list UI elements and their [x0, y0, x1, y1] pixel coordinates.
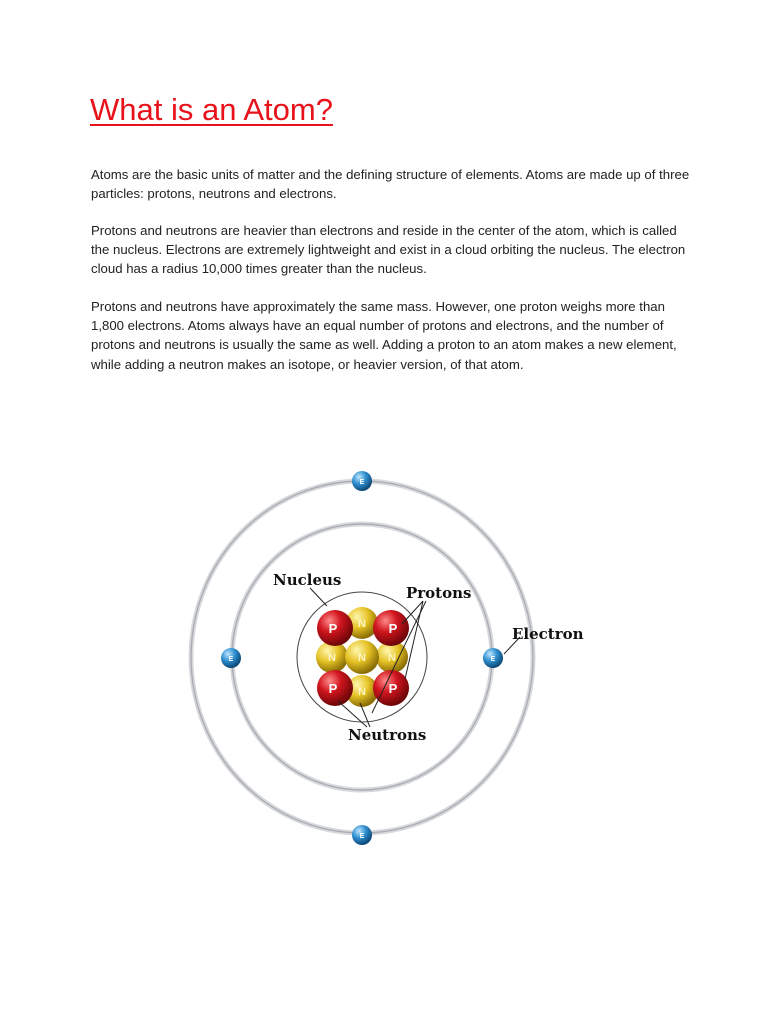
electron-particle	[221, 648, 241, 668]
label-electron: Electron	[512, 625, 584, 643]
svg-text:P: P	[328, 681, 338, 696]
svg-text:N: N	[388, 652, 396, 664]
label-neutrons: Neutrons	[348, 726, 427, 744]
electron-particle	[352, 825, 372, 845]
svg-text:N: N	[358, 652, 366, 664]
paragraph-intro: Atoms are the basic units of matter and the defining structure of elements. Atoms are made up of three particles: protons, neutrons and electrons.	[91, 167, 690, 202]
page-title: What is an Atom?	[90, 92, 333, 127]
svg-text:N: N	[328, 652, 336, 664]
proton-particle	[317, 610, 353, 646]
label-protons: Protons	[406, 584, 472, 602]
paragraph-mass: Protons and neutrons have approximately the same mass. However, one proton weighs more than 1,800 electrons. Atoms always have an equal number of protons and electrons, and the number of protons and neutrons is usually the same as well. Adding a proton to an atom makes a new element, while adding a neutron makes an isotope, or heavier version, of that atom.	[91, 299, 677, 372]
svg-text:N: N	[358, 618, 366, 630]
svg-text:P: P	[388, 621, 398, 636]
svg-text:E: E	[490, 656, 496, 663]
svg-text:N: N	[358, 686, 366, 698]
proton-particle	[373, 610, 409, 646]
atom-diagram	[160, 455, 600, 855]
neutron-particle	[316, 641, 348, 673]
svg-text:E: E	[359, 833, 365, 840]
label-nucleus: Nucleus	[273, 571, 342, 589]
electron-particle	[483, 648, 503, 668]
svg-text:P: P	[388, 681, 398, 696]
neutron-particle	[345, 640, 379, 674]
svg-text:E: E	[359, 479, 365, 486]
svg-text:E: E	[228, 656, 234, 663]
svg-text:P: P	[328, 621, 338, 636]
proton-particle	[317, 670, 353, 706]
paragraph-nucleus: Protons and neutrons are heavier than electrons and reside in the center of the atom, which is called the nucleus. Electrons are extremely lightweight and exist in a cloud orbiting the nucleus. The electron cloud has a radius 10,000 times greater than the nucleus.	[91, 223, 686, 277]
electron-particle	[352, 471, 372, 491]
